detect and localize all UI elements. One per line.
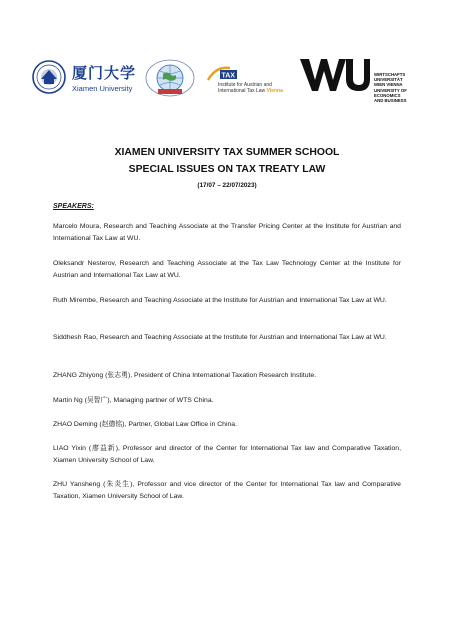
xiamen-en-name: Xiamen University bbox=[72, 84, 133, 93]
speaker-name: LIAO Yixin ( bbox=[53, 445, 92, 452]
tax-institute-logo bbox=[206, 64, 306, 104]
speaker-name: Martin Ng ( bbox=[53, 397, 87, 404]
speaker-chinese-name: 朱炎生 bbox=[105, 480, 131, 488]
tax-institute-line2 bbox=[218, 88, 283, 94]
speaker-chinese-name: 吴智广 bbox=[86, 396, 108, 404]
wu-caption bbox=[374, 72, 407, 103]
speaker-role: ), Partner, Global Law Office in China. bbox=[122, 421, 237, 428]
wu-letters-icon bbox=[300, 58, 370, 92]
wu-logo bbox=[300, 58, 430, 118]
speaker-entry bbox=[53, 369, 401, 382]
speaker-entry bbox=[53, 418, 401, 431]
xiamen-university-logo bbox=[32, 60, 142, 100]
speaker-entry bbox=[53, 394, 401, 407]
speaker-entry: Siddhesh Rao, Research and Teaching Associate at the Institute for Austrian and International Tax Law at WU. bbox=[53, 334, 387, 341]
wu-line: WIEN VIENNA bbox=[374, 82, 403, 88]
speaker-name: ZHU Yansheng ( bbox=[53, 481, 106, 488]
speaker-role: ), Professor and vice director of the Center for International Tax law and Comparative Taxation, Xiamen University School of Law. bbox=[53, 481, 401, 501]
wu-line: UNIVERSITY OF bbox=[374, 87, 407, 93]
wu-line: UNIVERSITÄT bbox=[374, 77, 403, 83]
wu-line: WIRTSCHAFTS bbox=[374, 72, 406, 77]
speaker-role: ), Managing partner of WTS China. bbox=[107, 397, 214, 404]
title-line-2: SPECIAL ISSUES ON TAX TREATY LAW bbox=[128, 164, 326, 175]
xiamen-seal-icon bbox=[32, 60, 66, 94]
tax-institute-city: Vienna bbox=[266, 88, 283, 94]
speaker-chinese-name: 赵德铭 bbox=[101, 420, 123, 428]
speaker-role: ), Professor and director of the Center for International Tax law and Comparative Taxation, Xiamen University School of Law. bbox=[53, 445, 401, 465]
tax-institute-name: International Tax Law bbox=[218, 88, 266, 94]
speaker-role: ), President of China International Taxation Research Institute. bbox=[127, 372, 317, 379]
speaker-chinese-name: 廖益新 bbox=[91, 444, 116, 452]
speaker-entry: Oleksandr Nesterov, Research and Teaching Associate at the Tax Law Technology Center at the Institute for Austrian and International Tax Law at WU. bbox=[53, 260, 401, 280]
speaker-name: ZHAO Deming ( bbox=[53, 421, 102, 428]
globe-emblem-logo bbox=[144, 58, 196, 98]
tax-institute-line1: Institute for Austrian and bbox=[218, 82, 272, 88]
title-dates: (17/07 – 22/07/2023) bbox=[197, 182, 257, 189]
speaker-entry: Ruth Mirembe, Research and Teaching Associate at the Institute for Austrian and International Tax Law at WU. bbox=[53, 297, 387, 304]
speakers-heading: SPEAKERS: bbox=[53, 203, 94, 210]
globe-icon bbox=[144, 58, 196, 98]
wu-line: AND BUSINESS bbox=[374, 98, 407, 104]
title-line-1: XIAMEN UNIVERSITY TAX SUMMER SCHOOL bbox=[114, 147, 340, 158]
svg-text:TAX: TAX bbox=[221, 72, 235, 80]
wu-line: ECONOMICS bbox=[374, 92, 401, 98]
speaker-entry bbox=[53, 442, 401, 468]
speaker-entry bbox=[53, 478, 401, 504]
speaker-name: ZHANG Zhiyong ( bbox=[53, 372, 108, 379]
speaker-chinese-name: 张志勇 bbox=[107, 371, 128, 379]
xiamen-cn-name: 厦门大学 bbox=[72, 64, 137, 82]
speaker-entry: Marcelo Moura, Research and Teaching Associate at the Transfer Pricing Center at the Institute for Austrian and International Tax Law at WU. bbox=[53, 223, 401, 243]
logo-strip bbox=[28, 56, 428, 118]
tax-mark-icon bbox=[206, 64, 238, 82]
